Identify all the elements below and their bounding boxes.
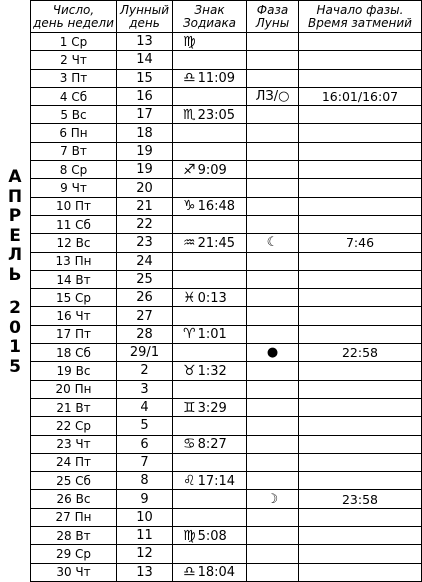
zodiac-sign-icon: ♋ [183,436,196,453]
zodiac-sign-icon: ♓ [183,289,196,306]
zodiac-time: 9:09 [197,162,227,178]
zodiac-time: 1:01 [197,327,227,343]
zodiac-cell [173,197,247,215]
moon-phase-cell [247,563,299,581]
date-cell: 10 Пт [31,197,117,215]
phase-start-cell [299,179,422,197]
moon-phase-cell [247,270,299,288]
lunar-day-cell: 15 [117,69,173,87]
zodiac-cell [173,215,247,233]
moon-phase-cell [247,527,299,545]
zodiac-cell [173,179,247,197]
moon-phase-cell [247,380,299,398]
phase-start-cell [299,215,422,233]
phase-start-cell [299,417,422,435]
zodiac-time: 16:48 [197,199,236,215]
lunar-day-cell: 21 [117,197,173,215]
table-row [31,398,422,416]
lunar-day-cell: 10 [117,508,173,526]
lunar-day-cell: 22 [117,215,173,233]
zodiac-cell [173,380,247,398]
lunar-day-cell: 16 [117,87,173,105]
zodiac-cell [173,344,247,362]
zodiac-sign-icon: ♍ [183,527,196,544]
table-row [31,197,422,215]
lunar-day-cell: 12 [117,545,173,563]
date-cell: 20 Пн [31,380,117,398]
zodiac-cell [173,362,247,380]
phase-start-cell [299,380,422,398]
date-cell: 4 Сб [31,87,117,105]
zodiac-time: 21:45 [197,235,236,251]
lunar-calendar-table [30,0,422,582]
header-date: Число, день недели [31,1,117,33]
lunar-day-cell: 8 [117,472,173,490]
moon-phase-cell [247,33,299,51]
date-cell: 25 Сб [31,472,117,490]
date-cell: 21 Вт [31,398,117,416]
table-row [31,252,422,270]
zodiac-cell [173,252,247,270]
table-row [31,234,422,252]
phase-start-cell [299,161,422,179]
month-letter: Л [7,245,23,265]
date-cell: 11 Сб [31,215,117,233]
table-row [31,344,422,362]
zodiac-sign-icon: ♒ [183,234,196,251]
table-row [31,453,422,471]
zodiac-cell [173,490,247,508]
date-cell: 29 Ср [31,545,117,563]
moon-phase-cell [247,307,299,325]
month-letter: П [7,186,23,207]
lunar-day-cell: 6 [117,435,173,453]
moon-phase-cell [247,51,299,69]
moon-phase-cell [247,417,299,435]
zodiac-cell [173,527,247,545]
lunar-day-cell: 13 [117,563,173,581]
moon-phase-cell: ☾ [247,234,299,252]
table-row [31,563,422,581]
phase-start-cell [299,508,422,526]
date-cell: 9 Чт [31,179,117,197]
moon-phase-cell [247,435,299,453]
moon-phase-cell [247,215,299,233]
table-row [31,142,422,160]
date-cell: 12 Вс [31,234,117,252]
zodiac-sign-icon: ♎ [183,564,196,581]
lunar-day-cell: 17 [117,106,173,124]
zodiac-sign-icon: ♊ [183,399,196,416]
phase-start-cell: 22:58 [299,344,422,362]
zodiac-sign-icon: ♏ [183,106,196,123]
date-cell: 13 Пн [31,252,117,270]
table-row [31,325,422,343]
zodiac-cell [173,87,247,105]
moon-phase-cell [247,453,299,471]
moon-phase-cell [247,106,299,124]
lunar-day-cell: 23 [117,234,173,252]
zodiac-cell [173,33,247,51]
date-cell: 2 Чт [31,51,117,69]
date-cell: 26 Вс [31,490,117,508]
table-row [31,69,422,87]
phase-start-cell [299,124,422,142]
zodiac-time: 17:14 [197,473,236,489]
phase-start-cell [299,453,422,471]
table-row [31,289,422,307]
date-cell: 8 Ср [31,161,117,179]
zodiac-sign-icon: ♍ [183,33,196,50]
zodiac-cell [173,398,247,416]
header-lunar-day: Лунный день [117,1,173,33]
zodiac-sign-icon: ♈ [183,326,196,343]
date-cell: 15 Ср [31,289,117,307]
moon-phase-cell [247,508,299,526]
phase-start-cell [299,435,422,453]
zodiac-sign-icon: ♎ [183,70,196,87]
zodiac-cell [173,124,247,142]
phase-start-cell [299,51,422,69]
zodiac-cell [173,51,247,69]
phase-start-cell [299,472,422,490]
date-cell: 23 Чт [31,435,117,453]
zodiac-cell [173,234,247,252]
table-row [31,362,422,380]
phase-start-cell: 16:01/16:07 [299,87,422,105]
lunar-day-cell: 24 [117,252,173,270]
lunar-day-cell: 14 [117,51,173,69]
month-letter: Е [9,225,21,246]
zodiac-cell [173,417,247,435]
table-row [31,380,422,398]
date-cell: 24 Пт [31,453,117,471]
date-cell: 17 Пт [31,325,117,343]
month-label [0,168,30,285]
lunar-day-cell: 29/1 [117,344,173,362]
zodiac-time: 1:32 [197,363,227,379]
moon-phase-cell: ● [247,344,299,362]
zodiac-sign-icon: ♉ [183,362,196,379]
moon-phase-cell [247,252,299,270]
phase-start-cell [299,270,422,288]
header-phase-start: Начало фазы. Время затмений [299,1,422,33]
zodiac-time: 11:09 [197,71,236,87]
zodiac-cell [173,106,247,124]
zodiac-time: 18:04 [197,565,236,581]
month-letter: А [8,167,22,187]
lunar-day-cell: 19 [117,142,173,160]
phase-start-cell [299,563,422,581]
date-cell: 30 Чт [31,563,117,581]
phase-start-cell [299,252,422,270]
zodiac-time: 8:27 [197,437,227,453]
date-cell: 5 Вс [31,106,117,124]
lunar-day-cell: 19 [117,161,173,179]
date-cell: 1 Ср [31,33,117,51]
lunar-day-cell: 20 [117,179,173,197]
table-row [31,490,422,508]
moon-phase-cell [247,362,299,380]
date-cell: 18 Сб [31,344,117,362]
zodiac-sign-icon: ♑ [183,198,196,215]
phase-start-cell: 7:46 [299,234,422,252]
phase-start-cell [299,289,422,307]
date-cell: 3 Пт [31,69,117,87]
moon-phase-cell [247,398,299,416]
moon-phase-cell [247,325,299,343]
phase-start-cell [299,325,422,343]
phase-start-cell [299,142,422,160]
table-row [31,435,422,453]
moon-phase-cell [247,142,299,160]
date-cell: 27 Пн [31,508,117,526]
lunar-day-cell: 11 [117,527,173,545]
date-cell: 16 Чт [31,307,117,325]
phase-start-cell [299,197,422,215]
lunar-day-cell: 25 [117,270,173,288]
lunar-day-cell: 13 [117,33,173,51]
zodiac-cell [173,508,247,526]
lunar-day-cell: 3 [117,380,173,398]
zodiac-cell [173,161,247,179]
phase-start-cell [299,69,422,87]
month-letter: Ь [8,264,22,285]
lunar-day-cell: 7 [117,453,173,471]
table-row [31,270,422,288]
lunar-day-cell: 27 [117,307,173,325]
header-row [31,1,422,33]
phase-start-cell [299,362,422,380]
date-cell: 19 Вс [31,362,117,380]
moon-phase-cell [247,161,299,179]
header-moon-phase: Фаза Луны [247,1,299,33]
table-row [31,215,422,233]
table-row [31,307,422,325]
date-cell: 14 Вт [31,270,117,288]
table-row [31,472,422,490]
zodiac-cell [173,289,247,307]
lunar-day-cell: 4 [117,398,173,416]
table-row [31,417,422,435]
phase-start-cell [299,106,422,124]
lunar-day-cell: 5 [117,417,173,435]
moon-phase-cell [247,289,299,307]
month-year-sidebar [0,0,30,548]
lunar-day-cell: 2 [117,362,173,380]
zodiac-time: 3:29 [197,400,227,416]
phase-start-cell [299,307,422,325]
date-cell: 7 Вт [31,142,117,160]
zodiac-time: 23:05 [197,107,236,123]
moon-phase-cell: ☽ [247,490,299,508]
table-row [31,527,422,545]
moon-phase-cell [247,472,299,490]
zodiac-time: 5:08 [197,528,227,544]
moon-phase-cell [247,179,299,197]
phase-start-cell: 23:58 [299,490,422,508]
moon-phase-cell: ЛЗ/○ [247,87,299,105]
zodiac-time: 0:13 [197,290,227,306]
table-row [31,87,422,105]
moon-phase-cell [247,197,299,215]
year-digit: 2 [9,298,21,318]
lunar-day-cell: 26 [117,289,173,307]
zodiac-sign-icon: ♌ [183,472,196,489]
year-digit: 0 [9,317,21,338]
header-zodiac: Знак Зодиака [173,1,247,33]
moon-phase-cell [247,124,299,142]
date-cell: 28 Вт [31,527,117,545]
table-row [31,508,422,526]
table-row [31,124,422,142]
zodiac-cell [173,435,247,453]
zodiac-cell [173,307,247,325]
zodiac-cell [173,325,247,343]
year-label [0,299,30,377]
zodiac-cell [173,69,247,87]
year-digit: 1 [9,337,21,357]
date-cell: 22 Ср [31,417,117,435]
table-row [31,51,422,69]
phase-start-cell [299,33,422,51]
month-letter: Р [8,206,22,226]
zodiac-cell [173,563,247,581]
date-cell: 6 Пн [31,124,117,142]
lunar-day-cell: 9 [117,490,173,508]
table-row [31,179,422,197]
zodiac-cell [173,472,247,490]
table-row [31,106,422,124]
zodiac-cell [173,270,247,288]
zodiac-cell [173,453,247,471]
lunar-day-cell: 28 [117,325,173,343]
table-row [31,161,422,179]
zodiac-sign-icon: ♐ [183,161,196,178]
phase-start-cell [299,398,422,416]
moon-phase-cell [247,69,299,87]
phase-start-cell [299,527,422,545]
table-row [31,33,422,51]
zodiac-cell [173,142,247,160]
year-digit: 5 [9,356,21,377]
lunar-day-cell: 18 [117,124,173,142]
